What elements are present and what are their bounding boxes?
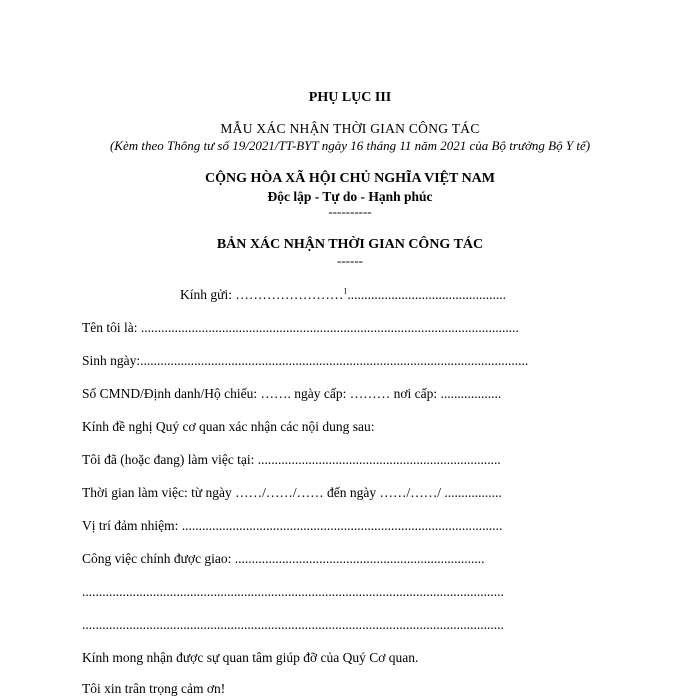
blank-line: ............................................................................................................................. [82,584,504,599]
workplace-field: Tôi đã (hoặc đang) làm việc tại: ........................................................................ [82,452,501,467]
motto-divider: ---------- [328,204,372,219]
position-field: Vị trí đảm nhiệm: ............................................................................................... [82,518,503,533]
closing-thanks: Kính mong nhận được sự quan tâm giúp đỡ của Quý Cơ quan. [82,650,419,665]
recipient-prefix: Kính gửi: …………………… [180,287,344,302]
work-period-field: Thời gian làm việc: từ ngày ……/……/…… đến ngày ……/……/ ................. [82,485,502,500]
title-divider: ------ [337,253,363,268]
form-reference: (Kèm theo Thông tư số 19/2021/TT-BYT ngày 16 tháng 11 năm 2021 của Bộ trưởng Bộ Y tế) [109,138,591,153]
final-thanks: Tôi xin trân trọng cảm ơn! [82,681,226,696]
recipient-suffix: ............................................... [347,287,506,302]
id-card-field: Số CMND/Định danh/Hộ chiếu: ……. ngày cấp: ……… nơi cấp: .................. [82,386,502,401]
birth-date-field: Sinh ngày:................................................................................................................... [82,353,529,368]
recipient-line [180,287,506,303]
motto: Độc lập - Tự do - Hạnh phúc [267,189,433,204]
footnote-marker: 1 [343,286,348,296]
blank-line: ............................................................................................................................. [82,617,504,632]
form-name: MẪU XÁC NHẬN THỜI GIAN CÔNG TÁC [220,121,480,136]
main-duties-field: Công việc chính được giao: .......................................................................... [82,551,485,566]
name-field: Tên tôi là: ................................................................................................................ [82,320,519,335]
national-title: CỘNG HÒA XÃ HỘI CHỦ NGHĨA VIỆT NAM [204,171,495,186]
appendix-title: PHỤ LỤC III [308,90,392,105]
request-text: Kính đề nghị Quý cơ quan xác nhận các nội dung sau: [82,419,375,434]
document-title: BẢN XÁC NHẬN THỜI GIAN CÔNG TÁC [216,237,484,252]
